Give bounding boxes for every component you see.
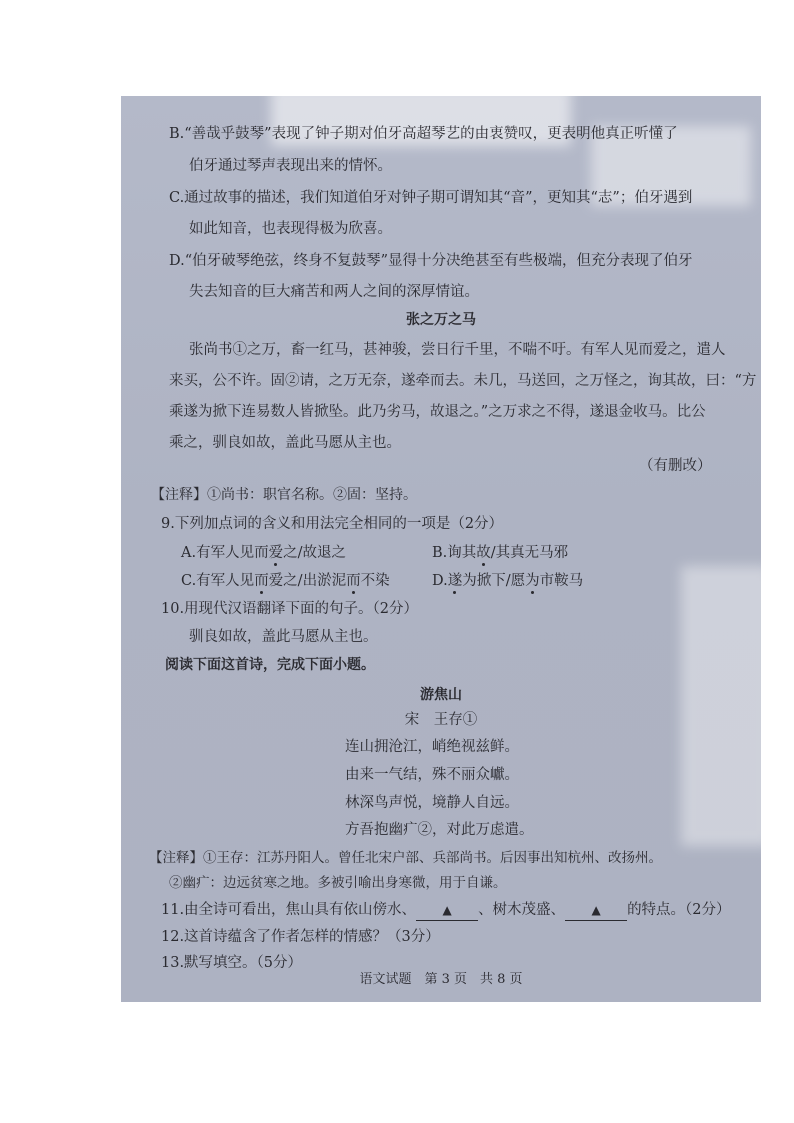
question-9-option-c: C.有军人见而爱之/出淤泥而不染 [181,573,390,589]
question-9-option-b: B.询其故/其真无马邪 [432,545,569,561]
option-b-line1: B.“善哉乎鼓琴”表现了钟子期对伯牙高超琴艺的由衷赞叹，更表明他真正听懂了 [169,126,678,142]
question-10-stem: 10.用现代汉语翻译下面的句子。（2分） [161,601,419,617]
question-12: 12.这首诗蕴含了作者怎样的情感？（3分） [161,929,440,945]
option-c-line1: C.通过故事的描述，我们知道伯牙对钟子期可谓知其“音”，更知其“志”；伯牙遇到 [169,190,693,206]
option-c-line2: 如此知音，也表现得极为欣喜。 [189,221,392,237]
page-footer: 语文试题 第 3 页 共 8 页 [359,972,523,987]
passage-line: 乘之，驯良如故，盖此马愿从主也。 [169,435,401,451]
answer-blank[interactable]: ▲ [416,900,478,921]
question-10-sentence: 驯良如故，盖此马愿从主也。 [189,629,378,645]
poem-instructions: 阅读下面这首诗，完成下面小题。 [165,657,375,673]
poem-annotation-line2: ②幽疒：边远贫寒之地。多被引喻出身寒微，用于自谦。 [169,875,507,891]
scan-glare [681,566,761,846]
option-b-line2: 伯牙通过琴声表现出来的情怀。 [189,158,392,174]
source-note: （有删改） [639,458,712,474]
passage-line: 张尚书①之万，畜一红马，甚神骏，尝日行千里，不喘不吁。有军人见而爱之，遣人 [189,342,726,358]
passage-line: 乘遂为掀下连易数人皆掀坠。此乃劣马，故退之。”之万求之不得，遂退金收马。比公 [169,404,706,420]
question-9-option-a: A.有军人见而爱之/故退之 [181,545,346,561]
question-11: 11.由全诗可看出，焦山具有依山傍水、 ▲ 、树木茂盛、 ▲ 的特点。（2分） [161,900,731,921]
passage-annotation: 【注释】①尚书：职官名称。②固：坚持。 [151,487,417,503]
poem-annotation-line1: 【注释】①王存：江苏丹阳人。曾任北宋户部、兵部尚书。后因事出知杭州、改扬州。 [149,850,662,866]
question-13: 13.默写填空。（5分） [161,955,303,971]
poem-line: 林深鸟声悦，境静人自远。 [345,795,519,811]
poem-line: 连山拥沧江，峭绝视兹鲜。 [345,739,519,755]
question-9-option-d: D.遂为掀下/愿为市鞍马 [432,573,584,589]
option-d-line2: 失去知音的巨大痛苦和两人之间的深厚情谊。 [189,284,479,300]
exam-page-scan [121,96,761,1002]
poem-line: 由来一气结，殊不丽众巘。 [345,767,519,783]
passage-title: 张之万之马 [406,312,476,328]
answer-blank[interactable]: ▲ [565,900,627,921]
passage-line: 来买，公不许。固②请，之万无奈，遂牵而去。未几，马送回，之万怪之，询其故，曰：“方 [169,373,757,389]
poem-line: 方吾抱幽疒②，对此万虑遣。 [345,822,534,838]
option-d-line1: D.“伯牙破琴绝弦，终身不复鼓琴”显得十分决绝甚至有些极端，但充分表现了伯牙 [169,253,693,269]
poem-title: 游焦山 [420,687,462,703]
poem-author: 宋 王存① [404,712,478,728]
question-9-stem: 9.下列加点词的含义和用法完全相同的一项是（2分） [161,516,504,532]
